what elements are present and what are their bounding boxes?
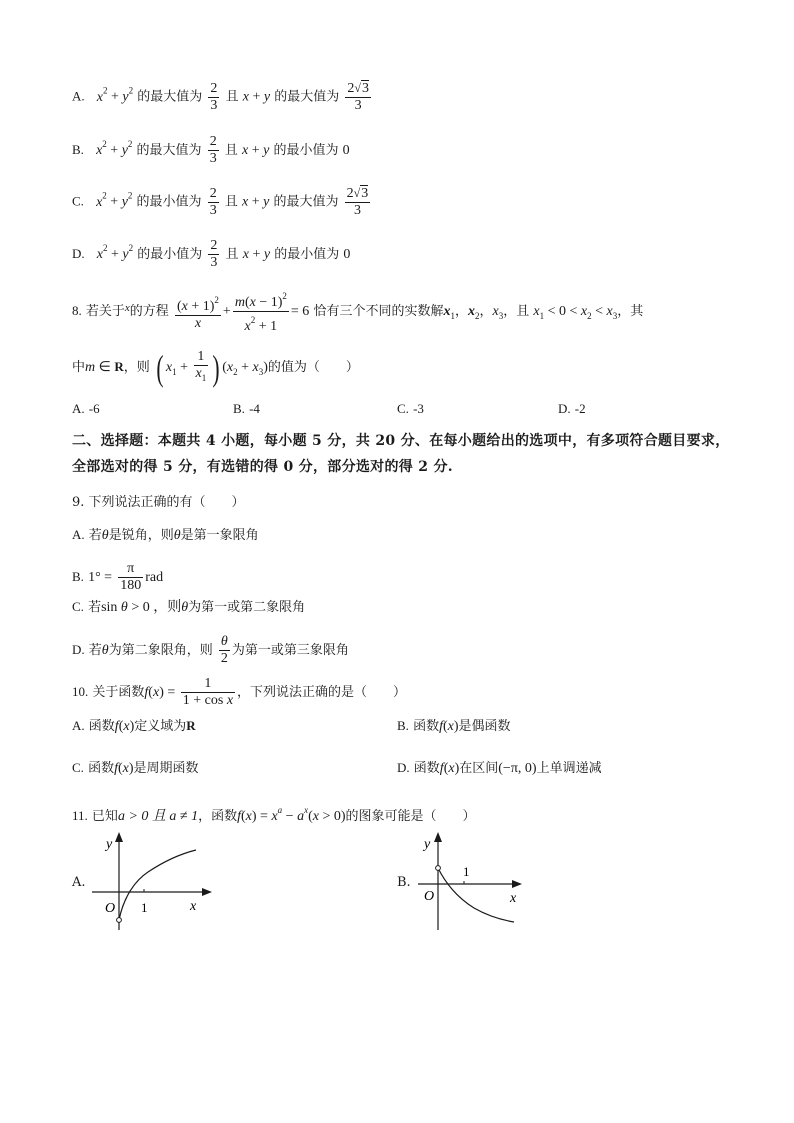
y-axis-arrow — [434, 832, 442, 842]
open-point — [436, 866, 441, 871]
option-letter: A. — [72, 88, 85, 104]
q9-option-c[interactable]: C. 若sin θ > 0 ，则θ为第一或第二象限角 — [72, 599, 306, 615]
q8-stem: 8. 若关于$^x$的方程 $\frac{(x + 1)^2}{x}$ + $\frac{m(x - 1)^2}{x^2 + 1}$ = 6 恰有三个不同的实数解$x_1$，$x_2$，$x_3$，且 $x_1 < 0 < x_2 < x_3$，其 — [72, 288, 643, 335]
x-axis-arrow — [202, 888, 212, 896]
graph-a-label[interactable]: A. — [72, 875, 86, 890]
fraction-2sqrt3-3: $\frac{2√3}{3}$ — [347, 81, 369, 113]
tick-1-label: 1 — [141, 900, 148, 915]
q8-option-d[interactable]: D. -2 — [558, 401, 586, 416]
y-label: y — [424, 837, 431, 852]
x-label: x — [510, 891, 517, 906]
q10-stem: 10. 关于函数f(x) = $\frac{1}{\text{1 + cos x}}$ ，下列说法正确的是（ ） — [72, 676, 407, 708]
graph-b-label[interactable]: B. — [397, 875, 411, 890]
open-point — [117, 918, 122, 923]
tick-1-label: 1 — [463, 864, 470, 879]
fraction-x-plus-1-sq-over-x: $\frac{(x + 1)^2}{x}$ — [175, 292, 221, 332]
y-label: y — [106, 837, 113, 852]
origin-label: O — [105, 901, 116, 916]
q8-option-a[interactable]: A. -6 — [72, 401, 100, 416]
q9-stem: 9. 下列说法正确的有（ ） — [72, 495, 245, 510]
q7-option-d[interactable]: D. $x^2 + y^2$ 的最小值为 $\frac{2}{3}$ 且 x + y 的最小值为 0 — [72, 238, 351, 270]
graph-a[interactable] — [88, 830, 218, 935]
q9-option-a[interactable]: A. 若θ是锐角，则θ是第一象限角 — [72, 527, 259, 543]
curve — [119, 850, 196, 920]
q7-option-a[interactable]: A. $x^2 + y^2$ 的最大值为 $\frac{2}{3}$ 且 x + y 的最大值为 $\frac{2√3}{3}$ — [72, 80, 369, 113]
curve — [438, 868, 514, 922]
origin-label: O — [424, 889, 435, 904]
x-axis-arrow — [512, 880, 522, 888]
section-heading: 二、选择题：本题共 4 小题，每小题 5 分，共 20 分、在每小题给出的选项中，有多项符合题目要求，全部选对的得 5 分，有选错的得 0 分，部分选对的得 2 分. — [72, 433, 730, 475]
q10-option-a[interactable]: A. 函数f(x)定义域为R — [72, 718, 196, 734]
q8-stem-line2: 中m ∈ R，则 ( $x_1$ + $\frac{1}{x_1}$ ) $(x_2 + x_3)$的值为（ ） — [72, 347, 359, 388]
q11-stem: 11. 已知a > 0 且 a ≠ 1，函数$f(x) = x^a - a^x(x > 0)$的图象可能是（ ） — [72, 805, 476, 824]
y-axis-arrow — [115, 832, 123, 842]
q9-option-d[interactable]: D. 若θ为第二象限角，则 $\frac{\theta}{2}$ 为第一或第三象限角 — [72, 634, 349, 666]
q10-option-b[interactable]: B. 函数f(x)是偶函数 — [397, 718, 511, 734]
q8-option-c[interactable]: C. -3 — [397, 401, 424, 416]
q9-option-b[interactable]: B. 1° = $\frac{\pi}{180}$ rad — [72, 561, 164, 593]
x-label: x — [190, 899, 197, 914]
fraction-m-x-minus-1-sq: $\frac{m(x - 1)^2}{x^2 + 1}$ — [233, 288, 289, 335]
q10-option-c[interactable]: C. 函数f(x)是周期函数 — [72, 760, 199, 776]
q7-option-b[interactable]: B. $x^2 + y^2$ 的最大值为 $\frac{2}{3}$ 且 x + y 的最小值为 0 — [72, 134, 350, 166]
q8-option-b[interactable]: B. -4 — [233, 401, 260, 416]
fraction-2-3: $\frac{2}{3}$ — [210, 80, 218, 113]
q7-option-c[interactable]: C. $x^2 + y^2$ 的最小值为 $\frac{2}{3}$ 且 x + y 的最大值为 $\frac{2√3}{3}$ — [72, 185, 369, 218]
graph-b[interactable] — [414, 830, 544, 935]
q10-option-d[interactable]: D. 函数f(x)在区间(−π, 0)上单调递减 — [397, 760, 602, 776]
